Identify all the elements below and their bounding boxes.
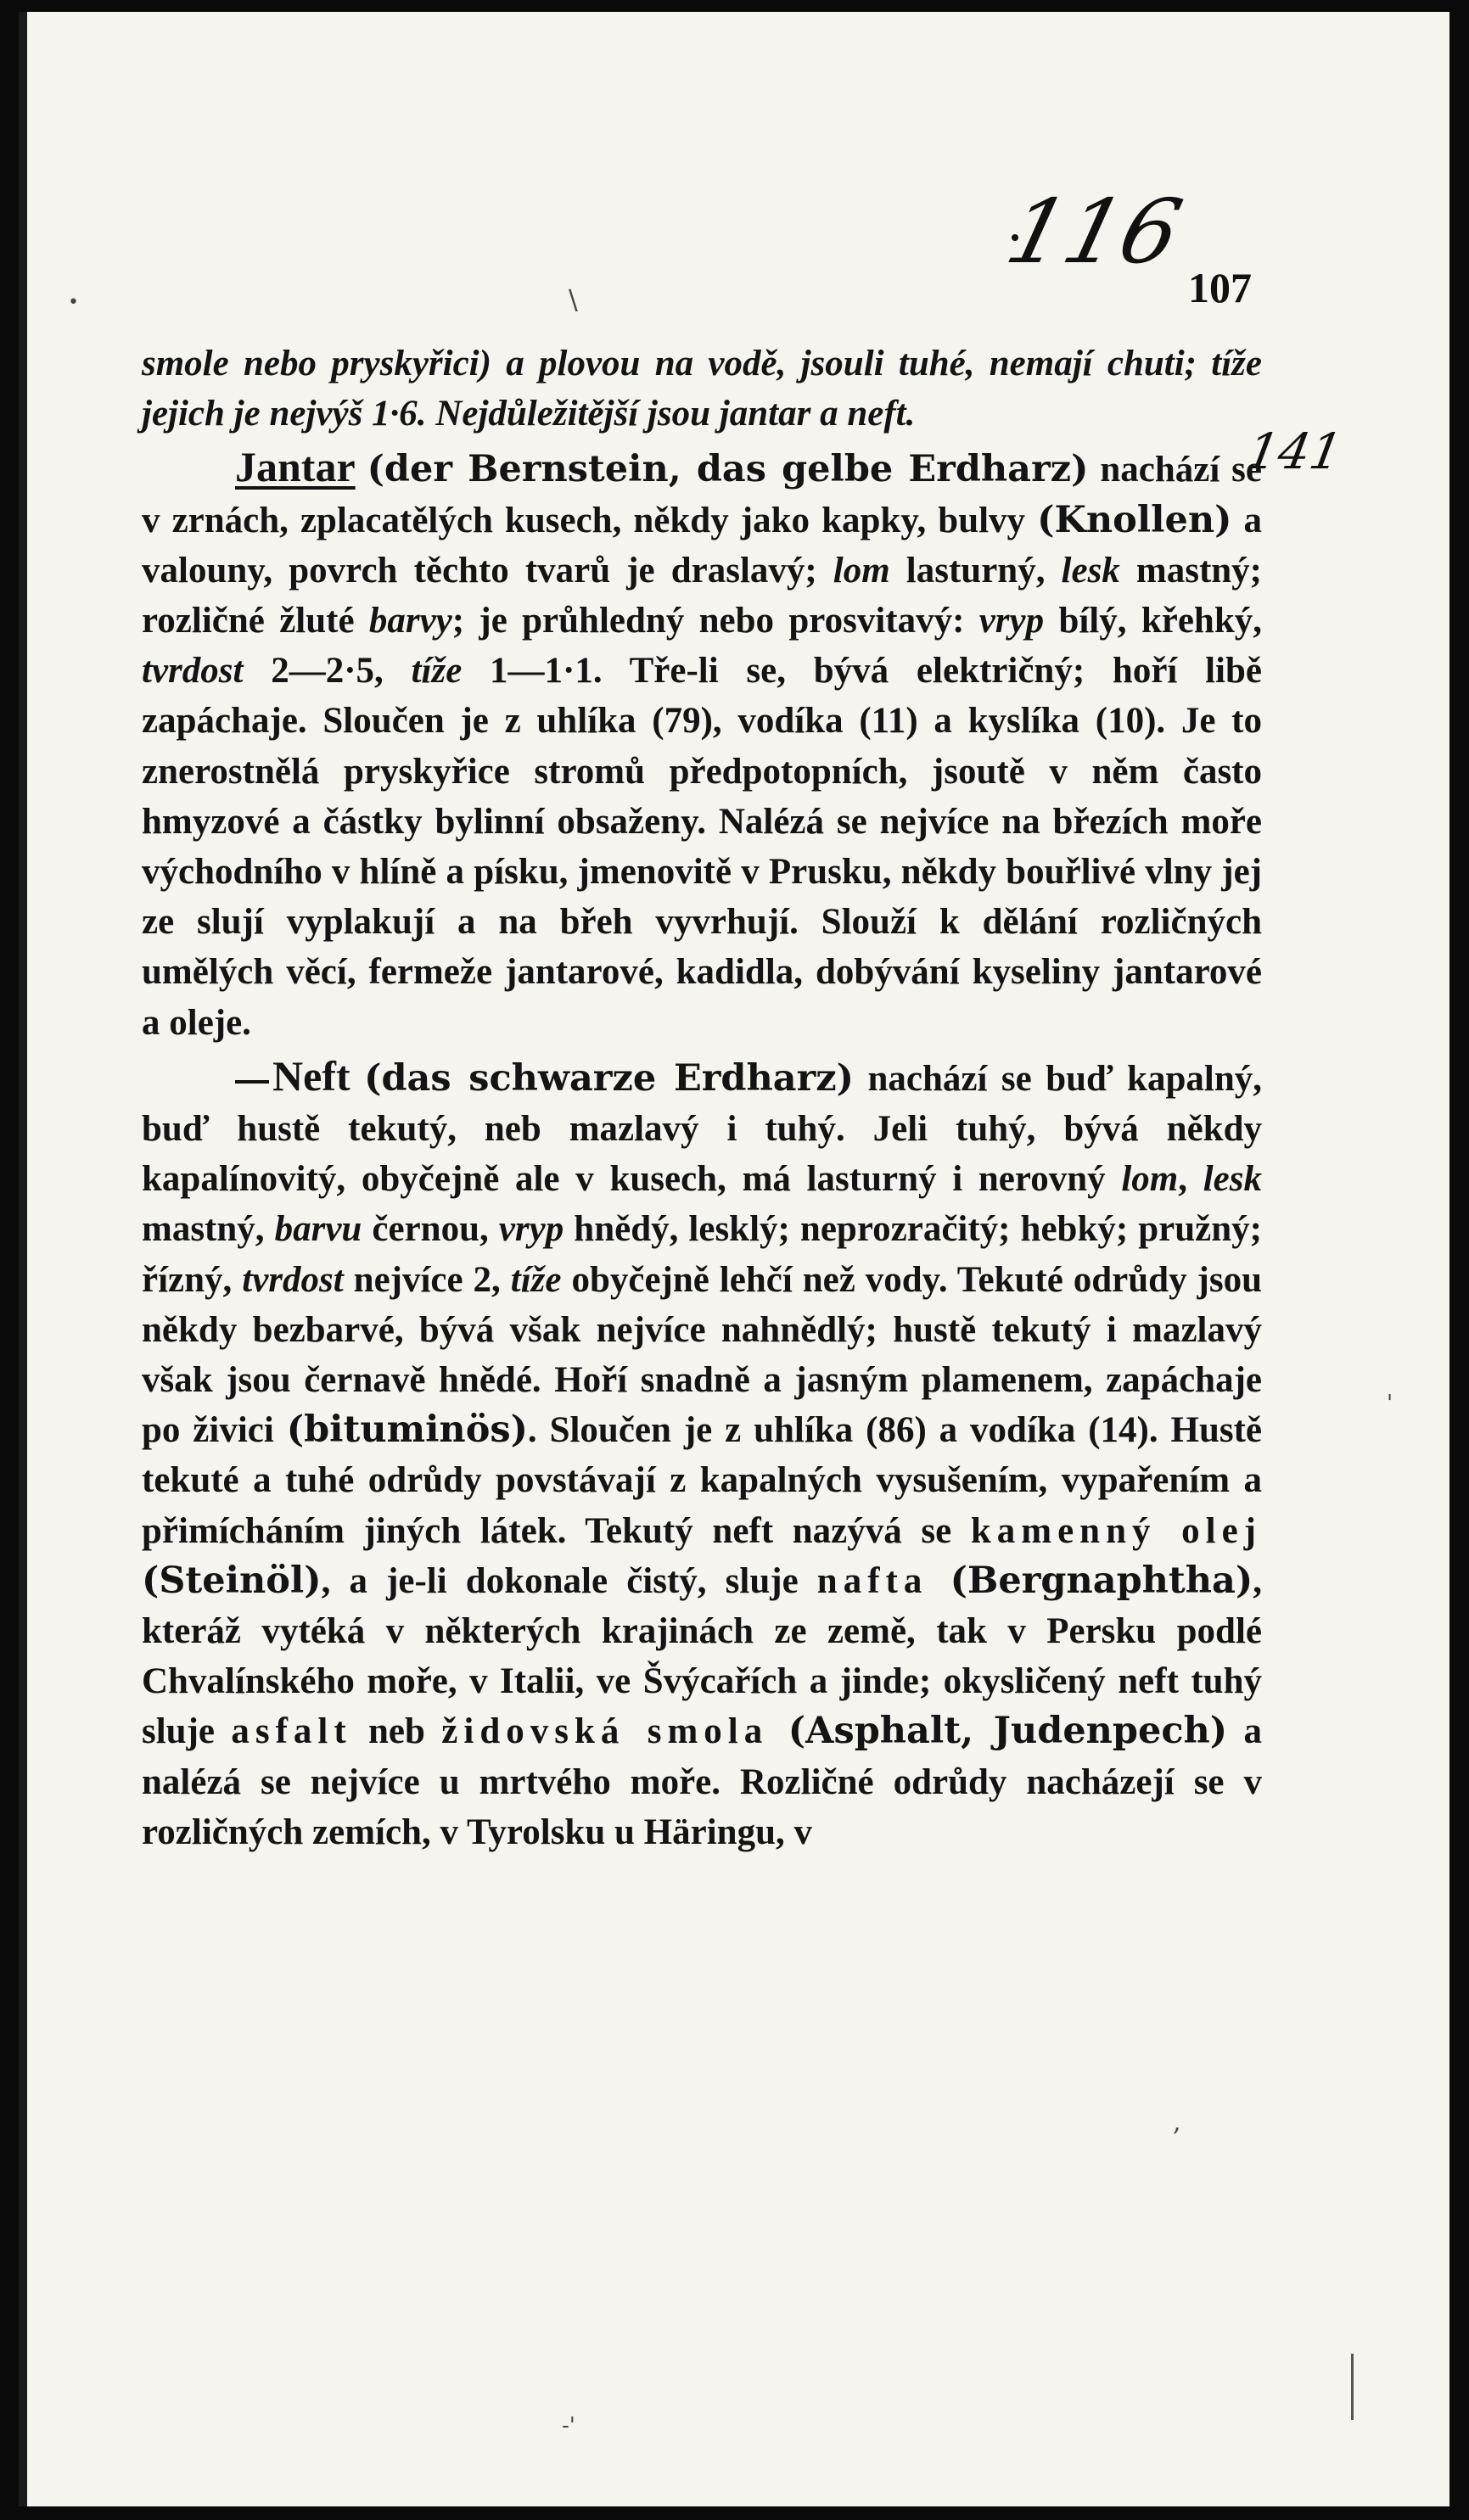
spaced-term: nafta	[816, 1560, 928, 1601]
text-span: ,	[1178, 1159, 1203, 1200]
property-label: barvu	[274, 1209, 362, 1250]
german-gloss: (Asphalt, Judenpech)	[768, 1710, 1228, 1753]
text-span: nejvíce 2,	[343, 1259, 511, 1300]
em-dash-mark	[235, 1080, 269, 1084]
german-gloss: (der Bernstein, das gelbe Erdharz)	[367, 448, 1089, 491]
text-span: lasturný,	[889, 550, 1062, 591]
property-label: barvy	[368, 601, 452, 641]
intro-paragraph: smole nebo pryskyřici) a plovou na vodě, jsouli tuhé, nemají chuti; tíže jejich je nejvýš 1·6. Nejdůležitější jsou jantar a neft.	[142, 344, 1262, 434]
text-span: , a je-li dokonale čistý, sluje	[321, 1560, 817, 1601]
german-gloss: (Knollen)	[1037, 498, 1232, 541]
text-span: bílý, křehký,	[1044, 601, 1262, 641]
property-label: vryp	[978, 601, 1045, 641]
text-span: nachází se buď kapalný, buď hustě tekutý, neb mazlavý i tuhý. Jeli tuhý, bývá někdy kapalínovitý, obyčejně ale v kusech, má lasturný i nerovný	[142, 1058, 1262, 1200]
term-neft: Neft	[272, 1051, 350, 1100]
text-span: mastný,	[142, 1209, 275, 1250]
text-span: , kteráž vytéká v některých krajinách ze země, tak v Persku podlé Chvalínského moře, v Italii, ve Švýcařích a jinde; okysličený neft tuhý sluje	[142, 1560, 1262, 1752]
stray-mark: '	[1387, 1391, 1393, 1416]
property-label: lom	[1121, 1159, 1179, 1200]
body-text	[142, 339, 1262, 1857]
text-span: a nalézá se nejvíce u mrtvého moře. Rozličné odrůdy nacházejí se v rozličných zemích, v Tyrolsku u Häringu, v	[142, 1711, 1262, 1852]
handwritten-margin-note: 141	[1242, 423, 1347, 480]
text-span: černou,	[362, 1209, 499, 1250]
property-label: tvrdost	[142, 651, 244, 692]
stray-mark: ,	[1173, 2108, 1181, 2137]
spaced-term: židovská smola	[441, 1711, 769, 1752]
handwritten-page-number: 116	[996, 180, 1191, 283]
german-gloss: (Bergnaphtha)	[928, 1559, 1253, 1602]
paragraph-jantar	[142, 442, 1262, 1047]
stray-mark: -'	[562, 2413, 575, 2439]
text-span: nachází se v zrnách, zplacatělých kusech, někdy jako kapky, bulvy	[142, 450, 1262, 540]
text-span: hnědý, lesklý; neprozračitý; hebký; pružný; řízný,	[142, 1209, 1262, 1300]
book-page	[19, 12, 1449, 2506]
property-label: tvrdost	[242, 1259, 344, 1300]
text-span: 2—2·5,	[243, 651, 412, 692]
stray-mark: \	[569, 283, 578, 316]
text-span: obyčejně lehčí než vody. Tekuté odrůdy jsou někdy bezbarvé, bývá však nejvíce nahnědlý; hustě tekutý i mazlavý však jsou černavě hnědé. Hoří snadně a jasným plamenem, zapáchaje po živici	[142, 1259, 1263, 1451]
property-label: lom	[833, 550, 890, 591]
german-gloss: (bituminös)	[286, 1408, 528, 1452]
spaced-term: asfalt	[231, 1711, 352, 1752]
property-label: tíže	[411, 651, 463, 692]
text-span: ; je průhledný nebo prosvitavý:	[451, 601, 979, 641]
property-label: lesk	[1203, 1159, 1262, 1200]
property-label: lesk	[1061, 550, 1120, 591]
german-gloss: (Steinöl)	[142, 1559, 322, 1602]
german-gloss: (das schwarze Erdharz)	[364, 1056, 854, 1100]
text-span: 1—1·1. Tře-li se, bývá električný; hoří libě zapáchaje. Sloučen je z uhlíka (79), vodíka (11) a kyslíka (10). Je to znerostnělá pryskyřice stromů předpotopních, jsoutě v něm často hmyzové a částky bylinní obsaženy. Nalézá se nejvíce na březích moře východního v hlíně a písku, jmenovitě v Prusku, někdy bouřlivé vlny jej ze slují vyplakují a na břeh vyvrhují. Slouží k dělání rozličných umělých věcí, fermeže jantarové, kadidla, dobývání kyseliny jantarové a oleje.	[142, 651, 1262, 1043]
property-label: vryp	[498, 1209, 564, 1250]
paragraph-neft	[142, 1051, 1262, 1857]
spaced-term: kamenný olej	[970, 1510, 1262, 1551]
printed-page-number: 107	[1188, 264, 1252, 311]
page-binding-edge	[19, 12, 27, 2506]
stray-dot: •	[68, 292, 79, 313]
text-span: neb	[351, 1711, 442, 1752]
text-span: a valouny, povrch těchto tvarů je draslavý;	[142, 500, 1263, 591]
text-span: . Sloučen je z uhlíka (86) a vodíka (14). Hustě tekuté a tuhé odrůdy povstávají z kapalných vysušením, vypařením a přimícháním jiných látek. Tekutý neft nazývá se	[142, 1410, 1262, 1551]
term-jantar: Jantar	[235, 443, 356, 491]
page-scratch	[1351, 2354, 1354, 2420]
text-span: mastný; rozličné žluté	[142, 550, 1262, 641]
property-label: tíže	[510, 1259, 562, 1300]
